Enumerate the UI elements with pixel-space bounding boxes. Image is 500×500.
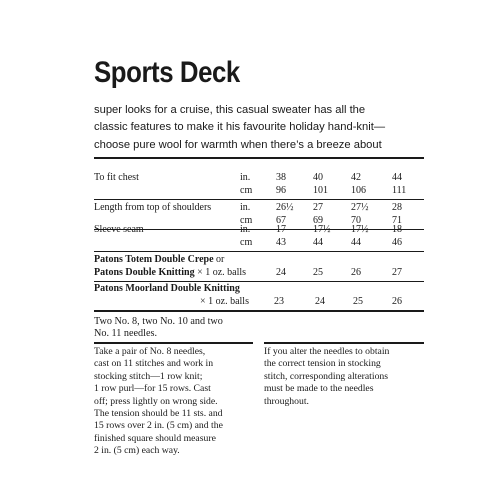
cell: 26 [351,267,361,278]
yarn-suffix: or [213,254,225,265]
cell: 69 [313,215,323,226]
yarn-suffix: × 1 oz. balls [200,296,249,307]
cell: 44 [392,172,402,183]
intro-line: super looks for a cruise, this casual sweater has all the [94,104,366,116]
table-row: Length from top of shoulders in. 26½ 27 27½ 28 [94,202,402,213]
text-line: off; press lightly on wrong side. [94,395,218,407]
cell: 17½ [351,224,369,235]
table-bottom-rule [94,310,424,312]
text-line: 2 in. (5 cm) each way. [94,445,180,457]
cell: 28 [392,202,402,213]
cell: 38 [276,172,286,183]
yarn-name: Patons Double Knitting [94,267,195,278]
cell: 40 [313,172,323,183]
cell: 46 [392,237,402,248]
text-line: Take a pair of No. 8 needles, [94,346,206,357]
row-divider [94,251,424,252]
cell: 23 [274,296,284,307]
tension-note [264,346,389,408]
table-row: cm 96 101 106 111 [240,185,407,196]
cell: 71 [392,215,402,226]
yarn-line [94,267,246,279]
needles-line: Two No. 8, two No. 10 and two [94,316,223,327]
text-line: cast on 11 stitches and work in [94,358,214,370]
text-line: The tension should be 11 sts. and [94,408,223,420]
needles-line: No. 11 needles. [94,328,157,339]
table-row: To fit chest in. 38 40 42 44 [94,172,402,183]
text-line: 1 row purl—for 15 rows. Cast [94,383,211,395]
text-line: stitch, corresponding alterations [264,370,389,382]
cell: 44 [313,237,323,248]
cell: 106 [351,185,366,196]
yarn-suffix: × 1 oz. balls [194,267,247,278]
text-line: finished square should measure [94,432,216,444]
page-title: Sports Deck [94,56,240,89]
intro-line: choose pure wool for warmth when there’s a breeze about [94,138,382,151]
cell: 25 [313,267,323,278]
intro-line: classic features to make it his favourite holiday hand-knit— [94,121,386,134]
cell: 101 [313,185,328,196]
yarn-name: Patons Moorland Double Knitting [94,283,240,294]
cell: 67 [276,215,286,226]
text-line: 15 rows over 2 in. (5 cm) and the [94,420,223,432]
cell: 18 [392,224,402,235]
row-divider [94,199,424,200]
cell: 24 [315,296,325,307]
row-label: To fit chest [94,172,139,183]
text-line: stocking stitch—1 row knit; [94,370,203,382]
tension-rule-left [94,342,253,344]
cell: 25 [353,296,363,307]
text-line: must be made to the needles [264,383,374,395]
needles-text [94,316,274,340]
cell: 70 [351,215,361,226]
text-line: the correct tension in stocking [264,358,381,370]
cell: 27 [313,202,323,213]
table-row [94,296,424,308]
intro-text [94,102,424,154]
cell: 27 [392,267,402,278]
cell: 24 [276,267,286,278]
text-line: throughout. [264,395,309,407]
cell: 26½ [276,202,294,213]
cell: 17½ [313,224,331,235]
cell: 44 [351,237,361,248]
yarn-name: Patons Totem Double Crepe [94,254,214,265]
tension-rule-right [264,342,424,344]
text-line: If you alter the needles to obtain [264,346,390,357]
cell: 26 [392,296,402,307]
table-top-rule [94,157,424,159]
cell: 42 [351,172,361,183]
row-label: Length from top of shoulders [94,202,212,213]
table-row: Sleeve seam in. 17 17½ 17½ 18 [94,224,402,235]
cell: 96 [276,185,286,196]
row-label: Sleeve seam [94,224,144,235]
table-row [94,283,424,295]
table-row [94,254,424,266]
table-row [94,267,424,279]
tension-instructions [94,346,223,458]
cell: 43 [276,237,286,248]
table-row: cm 43 44 44 46 [240,237,402,248]
table-row: cm 67 69 70 71 [240,215,402,226]
row-divider [94,281,424,282]
yarn-line [94,254,224,266]
cell: 17 [276,224,286,235]
cell: 27½ [351,202,369,213]
cell: 111 [392,185,407,196]
